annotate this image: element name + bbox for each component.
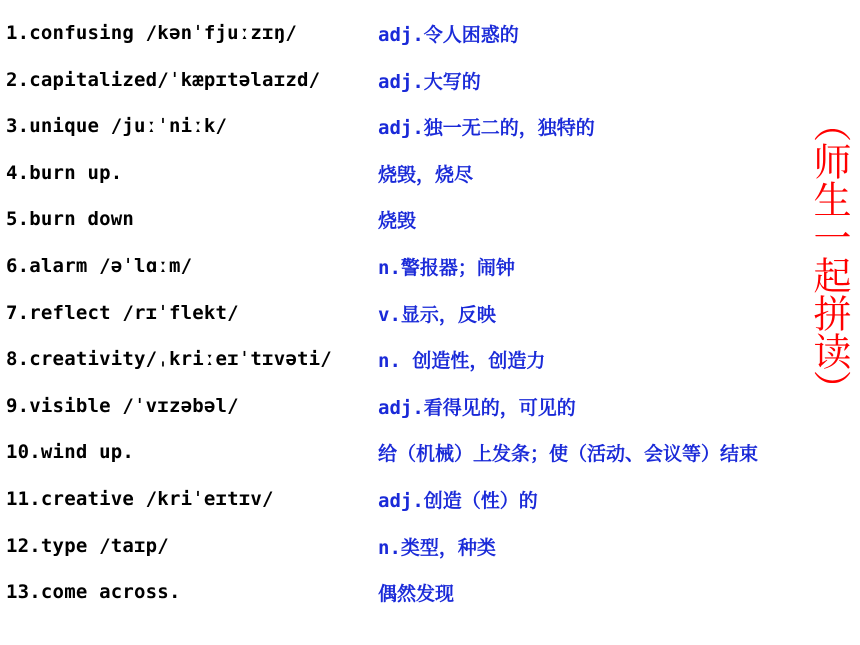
vocab-row [0,480,860,527]
vocab-word: 8.creativity/ˌkriːeɪˈtɪvəti/ [6,348,332,371]
vocab-list [0,14,860,620]
vocab-row [0,527,860,574]
vocab-row [0,433,860,480]
vocab-row [0,340,860,387]
vocab-word: 11.creative /kriˈeɪtɪv/ [6,487,274,510]
vocab-meaning: 烧毁 [378,210,417,233]
vocab-word: 12.type /taɪp/ [6,534,169,557]
vocab-word: 6.alarm /əˈlɑːm/ [6,254,193,277]
vocab-meaning: 烧毁，烧尽 [378,163,474,186]
vocab-meaning: adj.令人困惑的 [378,24,519,46]
vocab-meaning: n. 创造性，创造力 [378,350,546,373]
vocab-word: 5.burn down [6,208,135,231]
side-note-read-together: （师生一起拼读） [807,104,851,408]
vocab-word: 9.visible /ˈvɪzəbəl/ [6,394,239,417]
vocab-word: 13.come across. [6,581,181,604]
vocab-row [0,387,860,434]
vocab-meaning: n.类型，种类 [378,536,496,559]
vocab-word: 2.capitalized/ˈkæpɪtəlaɪzd/ [6,68,321,91]
vocab-row [0,61,860,108]
vocab-meaning: adj.看得见的，可见的 [378,396,576,419]
vocab-row [0,154,860,201]
vocab-word: 3.unique /juːˈniːk/ [6,115,228,138]
vocab-meaning: 偶然发现 [378,583,455,606]
vocab-row [0,573,860,620]
vocab-meaning: 给（机械）上发条；使（活动、会议等）结束 [378,443,759,466]
vocab-meaning: adj.独一无二的，独特的 [378,117,595,140]
vocab-row [0,247,860,294]
vocab-row [0,107,860,154]
vocab-word: 7.reflect /rɪˈflekt/ [6,301,239,324]
vocab-word: 4.burn up. [6,161,123,184]
vocab-meaning: v.显示，反映 [378,303,496,326]
vocab-meaning: n.警报器；闹钟 [378,256,515,279]
vocab-row [0,14,860,61]
vocab-meaning: adj.创造（性）的 [378,489,538,512]
vocab-row [0,200,860,247]
vocab-word: 10.wind up. [6,441,135,464]
vocab-row [0,294,860,341]
vocab-word: 1.confusing /kənˈfjuːzɪŋ/ [6,22,297,44]
vocab-meaning: adj.大写的 [378,70,481,93]
